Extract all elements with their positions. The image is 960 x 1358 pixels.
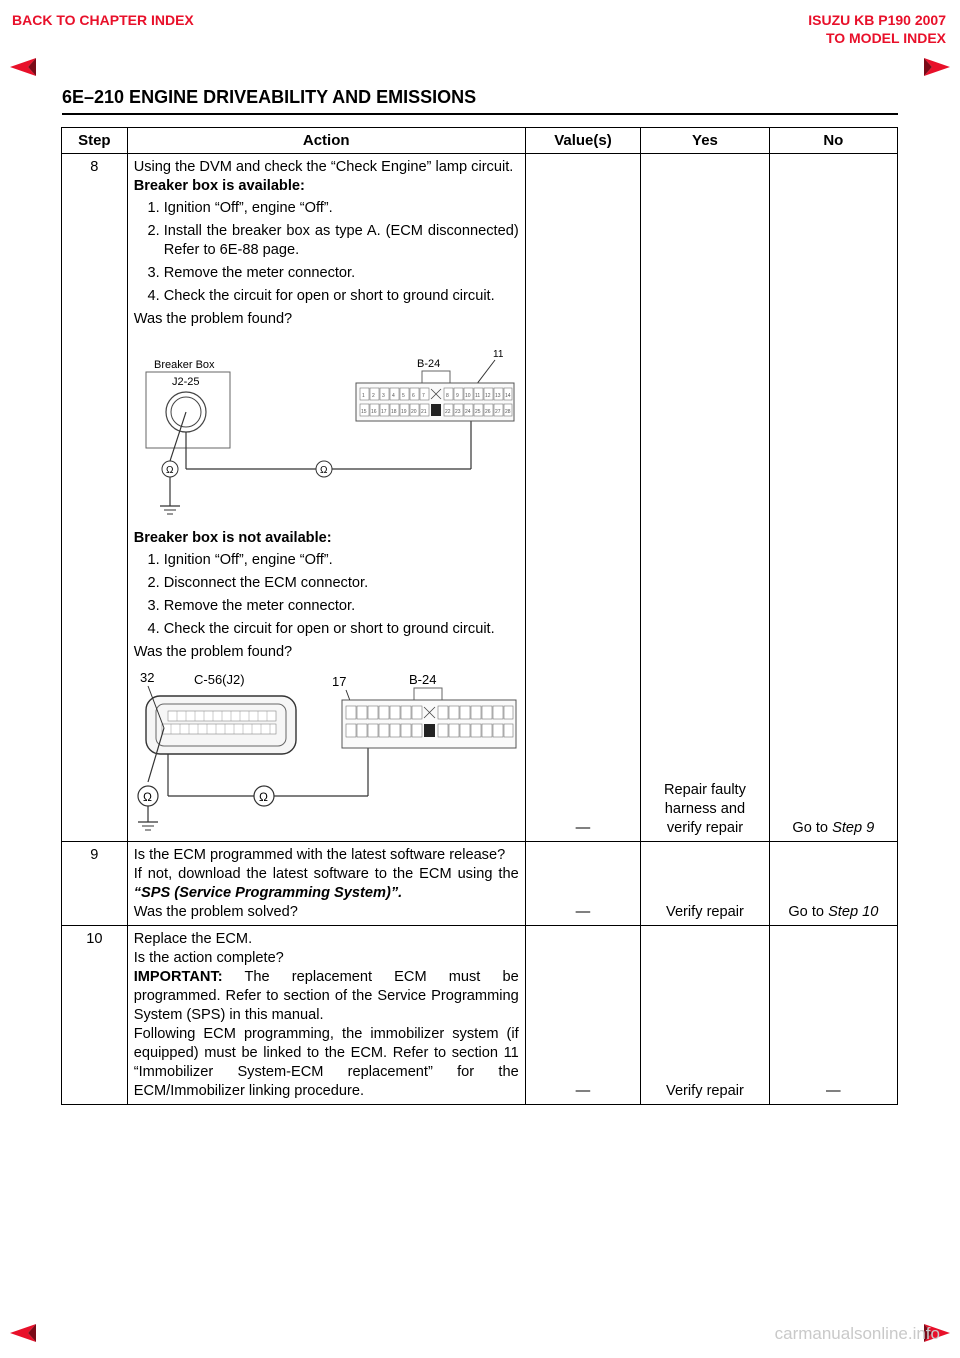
prev-page-arrow-icon[interactable] [8, 56, 38, 78]
step-number: 9 [62, 842, 128, 926]
group-title: Breaker box is available: [133, 178, 305, 194]
yes-cell: Repair faulty harness and verify repair [641, 154, 769, 842]
value-cell: — [525, 154, 641, 842]
to-model-index-link[interactable]: TO MODEL INDEX [825, 30, 946, 46]
step-number: 8 [62, 154, 128, 842]
ecm-pin-row-bottom [162, 724, 276, 734]
ohm-symbol: Ω [319, 465, 328, 476]
list-item: 2. Disconnect the ECM connector. [147, 575, 369, 591]
action-cell: Replace the ECM. Is the action complete? IMPORTANT: The replacement ECM must be programmed. Refer to section of the Service Programming System (SPS) in this manual. Following ECM programming, the immobilizer system (if equipped) must be linked to the ECM. Refer to section 11 “Immobilizer System-ECM replacement” for the ECM/Immobilizer linking procedure. [127, 926, 525, 1105]
back-to-chapter-link[interactable]: BACK TO CHAPTER INDEX [12, 12, 194, 28]
meter-connector-label: B-24 [408, 672, 437, 687]
step-ref[interactable]: Step 9 [832, 820, 875, 836]
connector-latch [414, 688, 442, 700]
svg-text:27: 27 [494, 409, 501, 415]
action-cell: Is the ECM programmed with the latest software release? If not, download the latest software to the ECM using the “SPS (Service Programming System)”. Was the problem solved? [127, 842, 525, 926]
list-item: 4. Check the circuit for open or short to ground circuit. [147, 621, 495, 637]
svg-text:20: 20 [410, 409, 417, 415]
svg-text:8: 8 [445, 393, 449, 399]
col-no: No [769, 128, 897, 154]
svg-text:6: 6 [411, 393, 415, 399]
terminal-label: J2-25 [171, 376, 200, 388]
svg-text:23: 23 [454, 409, 461, 415]
action-intro: Using the DVM and check the “Check Engine” lamp circuit. [133, 159, 514, 175]
svg-text:1: 1 [361, 393, 365, 399]
table-row [62, 926, 898, 1105]
connector-key [424, 724, 435, 737]
no-cell: Go to Step 10 [769, 842, 897, 926]
svg-text:7: 7 [421, 393, 425, 399]
action-cell [127, 154, 525, 842]
svg-text:9: 9 [455, 393, 459, 399]
svg-text:25: 25 [474, 409, 481, 415]
table-header-row [62, 128, 898, 154]
diagnostic-table [61, 127, 898, 1105]
next-page-arrow-icon[interactable] [922, 56, 952, 78]
breaker-box-diagram [134, 333, 519, 523]
watermark: carmanualsonline.info [774, 1324, 940, 1343]
ohm-symbol: Ω [142, 790, 152, 804]
important-label: IMPORTANT: [133, 969, 223, 985]
svg-text:21: 21 [420, 409, 427, 415]
ecm-connector-diagram [134, 664, 519, 838]
group-title: Breaker box is not available: [133, 530, 332, 546]
yes-cell: Verify repair [641, 926, 769, 1105]
svg-text:4: 4 [391, 393, 395, 399]
col-action: Action [127, 128, 525, 154]
question: Was the problem found? [133, 311, 293, 327]
svg-text:24: 24 [464, 409, 471, 415]
svg-text:11: 11 [474, 393, 480, 399]
page-header: 6E–210 ENGINE DRIVEABILITY AND EMISSIONS [62, 87, 477, 107]
svg-text:15: 15 [360, 409, 367, 415]
svg-text:5: 5 [401, 393, 405, 399]
svg-text:28: 28 [504, 409, 511, 415]
svg-text:18: 18 [390, 409, 397, 415]
svg-text:17: 17 [380, 409, 387, 415]
list-item: 1. Ignition “Off”, engine “Off”. [147, 200, 333, 216]
header-rule [62, 113, 898, 115]
ohm-symbol: Ω [258, 790, 268, 804]
svg-text:26: 26 [484, 409, 491, 415]
no-cell: Go to Step 9 [769, 154, 897, 842]
table-row [62, 842, 898, 926]
svg-text:16: 16 [370, 409, 377, 415]
svg-text:2: 2 [371, 393, 375, 399]
step-ref[interactable]: Step 10 [828, 904, 879, 920]
svg-text:10: 10 [464, 393, 471, 399]
col-yes: Yes [641, 128, 769, 154]
value-cell: — [525, 926, 641, 1105]
col-values: Value(s) [525, 128, 641, 154]
prev-page-arrow-bottom-icon[interactable] [8, 1322, 38, 1344]
list-item: 2. Install the breaker box as type A. (ECM disconnected) Refer to 6E-88 page. [147, 223, 519, 258]
ecm-connector-label: C-56(J2) [193, 672, 245, 687]
breaker-box-label: Breaker Box [153, 359, 215, 371]
svg-text:12: 12 [484, 393, 491, 399]
value-cell: — [525, 842, 641, 926]
connector-latch [422, 371, 450, 383]
svg-text:19: 19 [400, 409, 407, 415]
svg-text:22: 22 [444, 409, 451, 415]
step-number: 10 [62, 926, 128, 1105]
list-item: 3. Remove the meter connector. [147, 598, 356, 614]
yes-cell: Verify repair [641, 842, 769, 926]
col-step: Step [62, 128, 128, 154]
no-cell: — [769, 926, 897, 1105]
connector-label: B-24 [416, 358, 440, 370]
table-row [62, 154, 898, 842]
svg-text:14: 14 [504, 393, 511, 399]
list-item: 3. Remove the meter connector. [147, 265, 356, 281]
question: Was the problem found? [133, 644, 293, 660]
svg-text:3: 3 [381, 393, 385, 399]
list-item: 4. Check the circuit for open or short to ground circuit. [147, 288, 495, 304]
svg-text:13: 13 [494, 393, 501, 399]
meter-pin-label: 17 [331, 674, 347, 689]
model-title: ISUZU KB P190 2007 [808, 12, 946, 28]
connector-key [431, 404, 441, 416]
list-item: 1. Ignition “Off”, engine “Off”. [147, 552, 333, 568]
ecm-pin-label: 32 [139, 670, 155, 685]
pin-label: 11 [492, 349, 504, 360]
ohm-symbol: Ω [165, 465, 174, 476]
